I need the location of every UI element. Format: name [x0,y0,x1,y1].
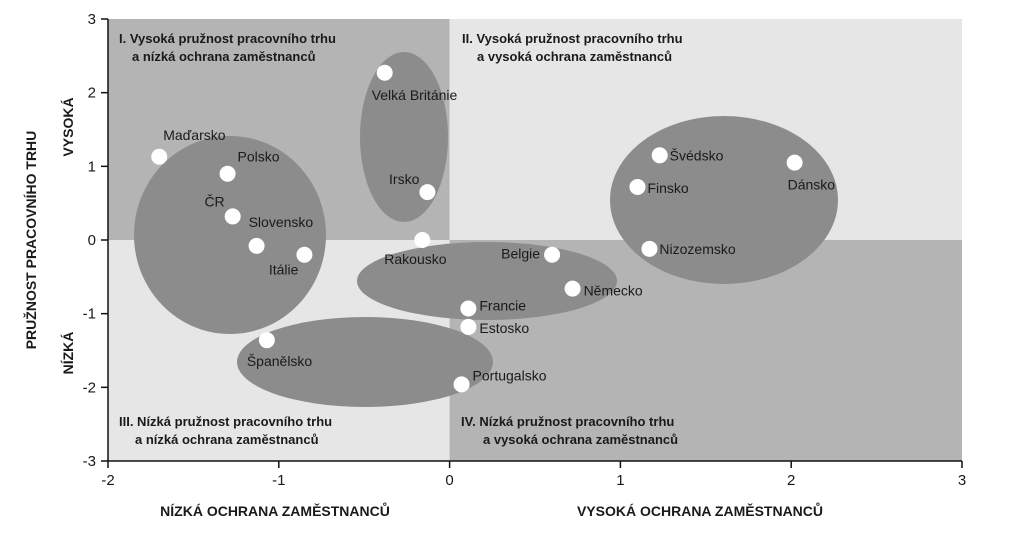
y-tick-label: 2 [87,84,96,102]
data-point-label: Německo [583,282,643,299]
x-tick-label: 3 [957,472,967,489]
data-point-label: Nizozemsko [659,240,736,257]
quadrant-1-label-line1: I. Vysoká pružnost pracovního trhu [119,31,336,46]
data-point [249,238,265,254]
quadrant-3-label-line2: a nízká ochrana zaměstnanců [135,432,319,447]
y-tick-label: 3 [87,11,96,28]
data-point [629,179,645,195]
y-tick-label: 1 [87,158,96,176]
data-point [225,208,241,224]
data-point-label: Rakousko [384,251,447,267]
data-point-label: Slovensko [248,213,314,230]
cluster-uk-ireland [360,52,448,222]
y-tick-label: -2 [82,379,96,397]
quadrant-3-label-line1: III. Nízká pružnost pracovního trhu [119,414,333,429]
x-tick-label: -1 [272,472,286,489]
data-point [454,376,470,392]
data-point-label: Portugalsko [472,367,547,384]
data-point-label: Velká Británie [371,86,458,103]
data-point-label: Irsko [389,171,420,188]
quadrant-1-label-line2: a nízká ochrana zaměstnanců [132,49,316,64]
data-point [460,319,476,335]
data-point [460,301,476,317]
data-point-label: Švédsko [669,147,724,164]
quadrant-2-label-line2: a vysoká ochrana zaměstnanců [477,49,673,64]
data-point [259,332,275,348]
cluster-nordic [610,116,838,284]
data-point-label: Španělsko [246,353,313,370]
x-tick-label: -2 [101,472,115,489]
y-axis-title: PRUŽNOST PRACOVNÍHO TRHU [23,130,39,350]
data-point [414,232,430,248]
y-axis-word-low: NÍZKÁ [60,331,76,375]
data-point-label: Itálie [268,261,299,278]
x-axis-label-left: NÍZKÁ OCHRANA ZAMĚSTNANCŮ [160,503,390,519]
x-axis-label-right: VYSOKÁ OCHRANA ZAMĚSTNANCŮ [576,503,824,519]
quadrant-4-label-line1: IV. Nízká pružnost pracovního trhu [461,414,675,429]
data-point-label: Finsko [647,179,689,196]
data-point [641,241,657,257]
data-point-label: Polsko [237,148,280,165]
data-point-label: Estosko [479,319,530,336]
data-point-label: Maďarsko [163,126,226,143]
data-point [220,166,236,182]
data-point [151,149,167,165]
x-tick-label: 2 [787,472,796,489]
x-tick-label: 0 [445,472,454,489]
y-tick-label: -3 [82,453,96,470]
quadrant-4-label-line2: a vysoká ochrana zaměstnanců [483,432,679,447]
y-axis-word-high: VYSOKÁ [60,97,76,157]
quadrant-2-label-line1: II. Vysoká pružnost pracovního trhu [462,31,683,46]
data-point-label: Dánsko [787,176,836,193]
data-point [652,147,668,163]
data-point-label: ČR [204,193,225,210]
data-point [296,247,312,263]
x-tick-label: 1 [616,472,625,489]
data-point [377,65,393,81]
data-point [787,155,803,171]
data-point [565,281,581,297]
y-tick-label: -1 [82,305,96,323]
cluster-central-europe [134,136,326,334]
data-point [419,184,435,200]
data-point-label: Belgie [501,245,541,262]
data-point-label: Francie [479,297,527,314]
data-point [544,247,560,263]
y-tick-label: 0 [87,232,96,249]
